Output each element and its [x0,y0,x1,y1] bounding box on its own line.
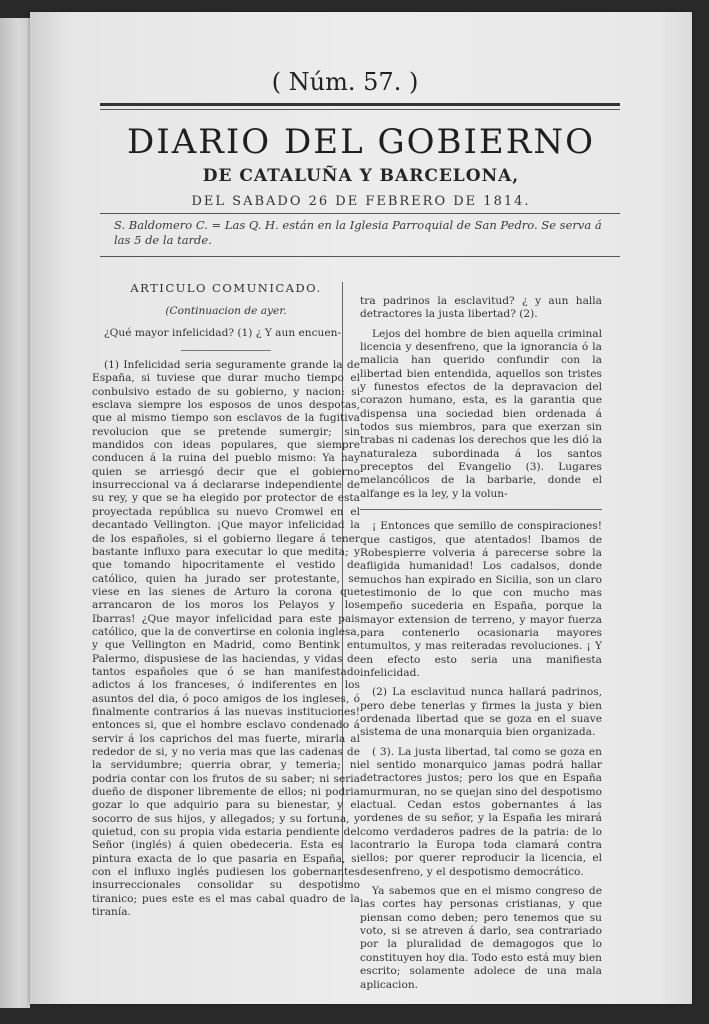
masthead-top-rule-thin [100,109,620,110]
saint-notice: S. Baldomero C. = Las Q. H. están en la Iglesia Parroquial de San Pedro. Se serva á las 5 de la tarde. [114,218,602,247]
newspaper-page [30,12,692,1004]
masthead-top-rule [100,103,620,106]
footnote-1: (1) Infelicidad seria seguramente grande la de España, si tuviese que durar mucho tiempo el conbulsivo estado de su gobierno, y nacion: si esclava siempre los esposos de unos despotas, que al mismo tiempo son esclavos de la fugitiva revolucion que se pretende sumergir; sin mandidos con ideas populares, que siempre conducen á la ruina del pueblo mismo: Ya hay quien se arriesgó decir que el gobierno insurreccional va á declararse independiente de su rey, y que se ha elegido por protector de esta proyectada república su nuevo Cromwel en el decantado Vellington. ¡Que mayor infelicidad la de los españoles, si el gobierno llegare á tener bastante influxo para executar lo que medita; y que tomando hipocritamente el vestido de católico, quien ha jurado ser protestante, se viese en las sienes de Arturo la corona que arrancaron de los moros los Pelayos y los Ibarras! ¿Que mayor infelicidad para este pais católico, que la de convertirse en colonia inglesa, y que Vellington en Madrid, como Bentink en Palermo, dispusiese de las haciendas, y vidas de tantos españoles que ó se han manifestado adictos á los franceses, ó indiferentes en los asuntos del dia, ó poco amigos de los ingleses, ó finalmente contrarios á las nuevas instituciones! entonces si, que el hombre esclavo condenado á servir á los caprichos del mas fuerte, mirarla al rededor de si, y no veria mas que las cadenas de la servidumbre; querria obrar, y temeria; ni podria contar con los frutos de su saber; ni seria dueño de disponer libremente de ellos; ni podria gozar lo que adquirio para su bienestar, y el socorro de sus hijos, y allegados; y su fortuna, y quietud, con su propia vida estaria pendiente del Señor (inglés) á quien obedeceria. Esta es la pintura exacta de lo que pasaria en España, si con el influxo inglés pudiesen los gobernantes insurreccionales consolidar su despotismo tiranico; pues este es el mas cabal quadro de la tiranía. [92,359,360,919]
footnote-1-continued: ¡ Entonces que semillo de conspiraciones! que castigos, que atentados! Ibamos de Robespierre volveria á parecerse sobre la afligida humanidad! Los cadalsos, donde muchos han expirado en Sicilia, son un claro testimonio de lo que con mucho mas empeño sucederia en España, porque la mayor extension de terreno, y mayor fuerza para contenerlo ocasionaria mayores tumultos, y mas reiteradas revoluciones. ¡ Y en efecto esto seria una manifiesta infelicidad. [360,520,602,679]
article-heading: ARTICULO COMUNICADO. [130,281,322,295]
right-top-text: tra padrinos la esclavitud? ¿ y aun halla detractores la justa libertad? (2). [360,295,602,321]
notice-bottom-rule [100,256,620,257]
newspaper-title: DIARIO DEL GOBIERNO [127,122,595,162]
footnote-3: ( 3). La justa libertad, tal como se goza en el sentido monarquico jamas podrá hallar detractores justos; pero los que en España murmuran, no se quejan sino del despotismo actual. Cedan estos gobernantes á las ordenes de su señor, y la España les mirará como verdaderos padres de la patria: de lo contrario la Europa toda clamará contra ellos; por querer reproducir la licencia, el desenfreno, y el despotismo democrático. [360,745,602,878]
newspaper-subtitle: DE CATALUÑA Y BARCELONA, [202,166,520,186]
continuation-note: (Continuacion de ayer. [165,305,287,318]
dateline-rule [100,213,620,214]
notes-separator [360,509,602,510]
lead-separator [181,350,271,351]
footnote-2: (2) La esclavitud nunca hallará padrinos, pero debe tenerlas y firmes la justa y bien ordenada libertad que se goza en el suave sistema de una monarquia bien organizada. [360,686,602,739]
article-lead: ¿Qué mayor infelicidad? (1) ¿ Y aun encuen- [104,326,342,339]
right-main-text: Lejos del hombre de bien aquella criminal licencia y desenfreno, que la ignorancia ó la malicia han querido confundir con la libertad bien entendida, aquellos son tristes y funestos efectos de la depravacion del corazon humano, esta, es la garantia que dispensa una sociedad bien ordenada á todos sus miembros, para que exerzan sin trabas ni cadenas los derechos que les dió la naturaleza subordinada á los santos preceptos del Evangelio (3). Lugares melancólicos de la barbarie, donde el alfange es la ley, y la volun- [360,327,602,500]
left-column [92,282,360,925]
closing-note: Ya sabemos que en el mismo congreso de las cortes hay personas cristianas, y que piensan como deben; pero tenemos que su voto, si se atreven á darlo, sea contrariado por la pluralidad de demagogos que lo constituyen hoy dia. Todo esto está muy bien escrito; solamente adolece de una mala aplicacion. [360,885,602,991]
dateline: DEL SABADO 26 DE FEBRERO DE 1814. [191,194,531,209]
right-column [360,295,602,998]
book-spine-edge [0,18,30,1008]
issue-number: ( Núm. 57. ) [271,68,419,96]
